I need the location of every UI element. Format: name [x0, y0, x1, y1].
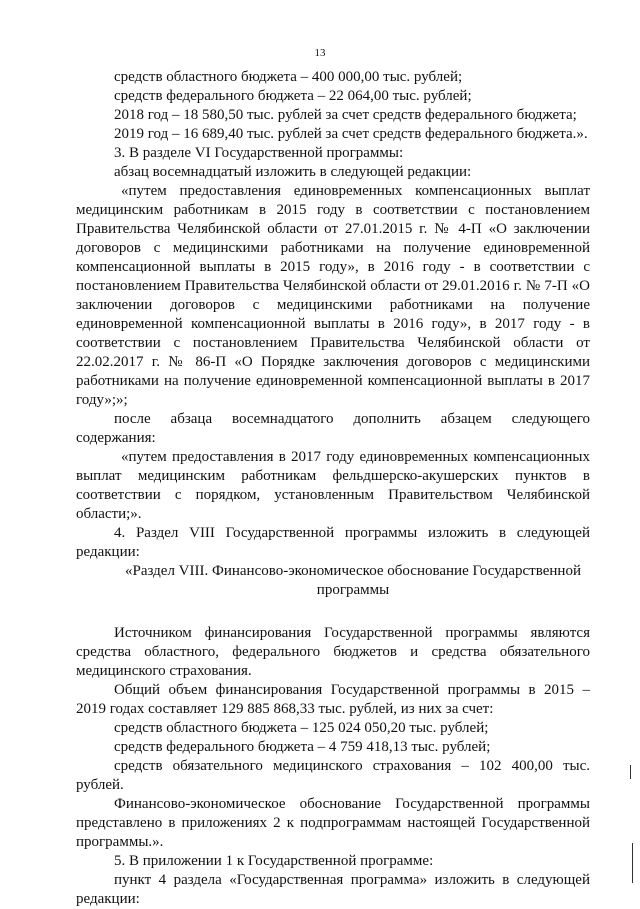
paragraph: средств областного бюджета – 400 000,00 тыс. рублей; [114, 69, 463, 85]
paragraph: 5. В приложении 1 к Государственной программе: [114, 853, 434, 869]
paragraph: пункт 4 раздела «Государственная программа» изложить в следующей редакции: [76, 872, 590, 907]
paragraph: 2019 год – 16 689,40 тыс. рублей за счет средств федерального бюджета.». [114, 126, 588, 142]
section-heading: «Раздел VIII. Финансово-экономическое обоснование Государственной программы [125, 563, 581, 598]
paragraph: средств обязательного медицинского страхования – 102 400,00 тыс. рублей. [76, 758, 590, 793]
page-number: 13 [314, 47, 326, 59]
paragraph: 2018 год – 18 580,50 тыс. рублей за счет средств федерального бюджета; [114, 107, 577, 123]
scan-mark [632, 843, 633, 883]
paragraph: Источником финансирования Государственной программы являются средства областного, федерального бюджетов и средства обязательного медицинского страхования. [76, 625, 590, 679]
document-body [76, 68, 590, 909]
paragraph: средств федерального бюджета – 4 759 418,13 тыс. рублей; [114, 739, 491, 755]
scan-mark [630, 765, 631, 779]
quoted-paragraph: «путем предоставления в 2017 году единовременных компенсационных выплат медицинским работникам фельдшерско-акушерских пунктов в соответствии с порядком, установленным Правительством Челябинской области;». [76, 449, 590, 522]
paragraph: абзац восемнадцатый изложить в следующей редакции: [114, 164, 472, 180]
paragraph: средств федерального бюджета – 22 064,00 тыс. рублей; [114, 88, 472, 104]
paragraph: 3. В разделе VI Государственной программы: [114, 145, 404, 161]
paragraph: после абзаца восемнадцатого дополнить абзацем следующего содержания: [76, 411, 590, 446]
spacer [76, 600, 590, 624]
paragraph: Общий объем финансирования Государственной программы в 2015 – 2019 годах составляет 129 885 868,33 тыс. рублей, из них за счет: [76, 682, 590, 717]
paragraph: средств областного бюджета – 125 024 050,20 тыс. рублей; [114, 720, 489, 736]
quoted-paragraph: «путем предоставления единовременных компенсационных выплат медицинским работникам в 2015 году в соответствии с постановлением Правительства Челябинской области от 27.01.2015 г. № 4-П «О заключении договоров с медицинскими работниками на получение единовременной компенсационной выплаты в 2015 году», в 2016 году - в соответствии с постановлением Правительства Челябинской области от 29.01.2016 г. № 7-П «О заключении договоров с медицинскими работниками на получение единовременной компенсационной выплаты в 2016 году», в 2017 году - в соответствии с постановлением Правительства Челябинской области от 22.02.2017 г. № 86-П «О Порядке заключения договоров с медицинскими работниками на получение единовременной компенсационной выплаты в 2017 году»;»; [76, 183, 590, 408]
paragraph: Финансово-экономическое обоснование Государственной программы представлено в приложениях 2 к подпрограммам настоящей Государственной программы.». [76, 796, 590, 850]
paragraph: 4. Раздел VIII Государственной программы изложить в следующей редакции: [76, 525, 590, 560]
